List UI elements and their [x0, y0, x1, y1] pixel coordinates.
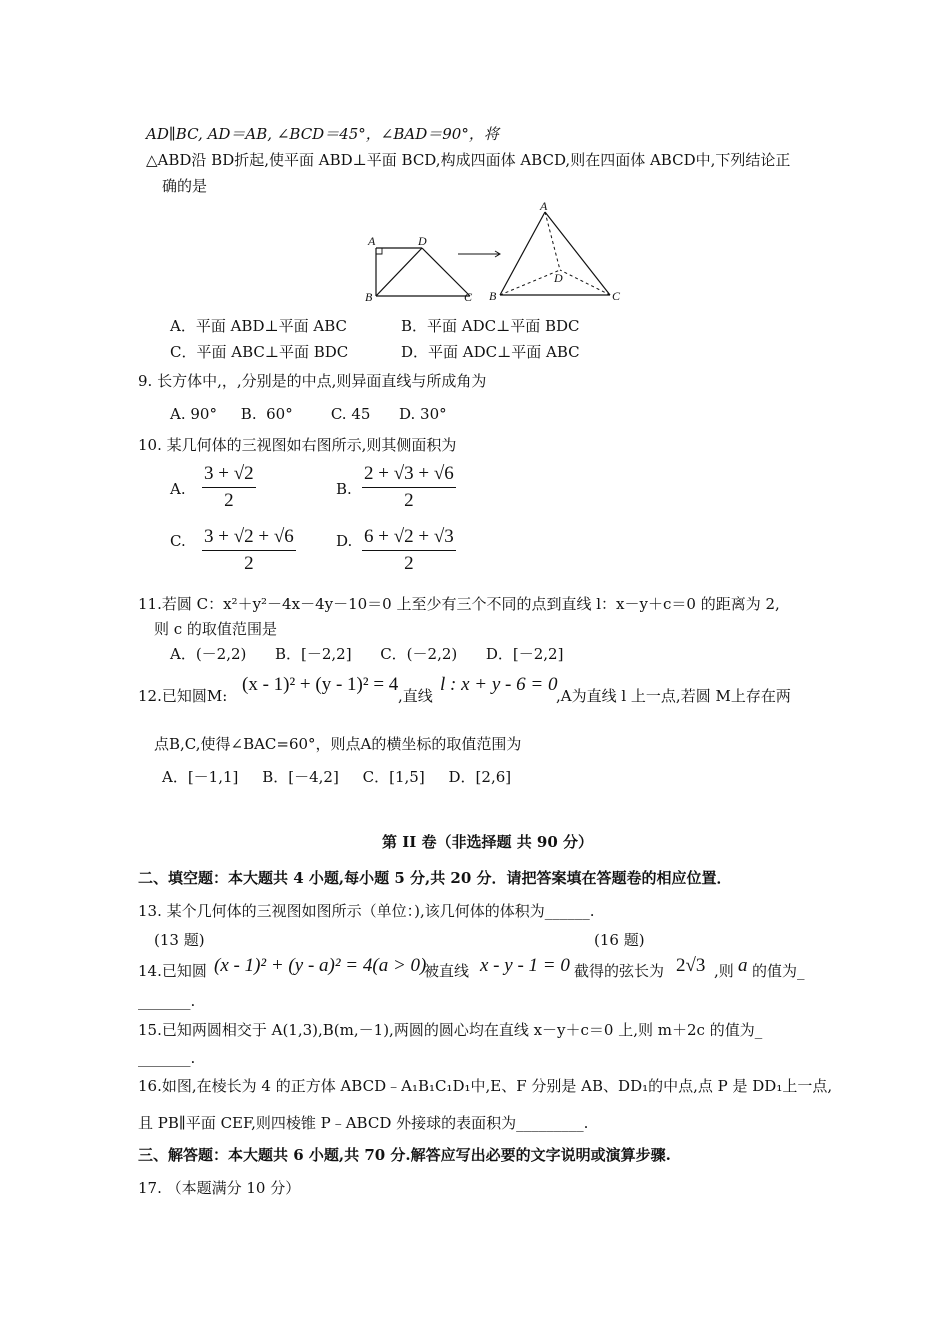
trapezoid-figure — [365, 234, 473, 304]
q8-option-b: B．平面 ADC⊥平面 BDC — [401, 317, 580, 335]
q12-suffix: ,A为直线 l 上一点,若圆 M上存在两 — [556, 687, 791, 705]
q10-a-numerator: 3 + √2 — [202, 463, 256, 488]
q17-stem: 17. （本题满分 10 分） — [138, 1179, 301, 1197]
q10-c-numerator: 3 + √2 + √6 — [202, 526, 296, 551]
q10-b-numerator: 2 + √3 + √6 — [362, 463, 456, 488]
q8-line3: 确的是 — [162, 177, 208, 195]
q12-mid: ,直线 — [398, 687, 433, 705]
q16-line1: 16.如图,在棱长为 4 的正方体 ABCD﹣A₁B₁C₁D₁中,E、F 分别是 AB、DD₁的中点,点 P 是 DD₁上一点, — [138, 1077, 833, 1095]
q10-option-d-fraction — [362, 526, 456, 575]
q14-mid1: 被直线 — [424, 962, 470, 980]
q12-line-equation: l : x + y - 6 = 0 — [440, 674, 558, 695]
q10-option-c-label: C. — [170, 532, 186, 550]
q11-options: A．(－2,2) B．[－2,2] C．(－2,2) D．[－2,2] — [170, 645, 564, 663]
q11-line2: 则 c 的取值范围是 — [154, 620, 277, 638]
q10-option-a-label: A. — [170, 480, 186, 498]
q15-answer-blank: _______. — [138, 1049, 196, 1067]
q9-stem: 9. 长方体中,，,分别是的中点,则异面直线与所成角为 — [138, 372, 487, 390]
q12-options: A．[－1,1] B．[－4,2] C．[1,5] D．[2,6] — [162, 768, 512, 786]
q8-option-d: D．平面 ADC⊥平面 ABC — [401, 343, 580, 361]
label-d2: D — [554, 271, 563, 285]
q14-variable: a — [738, 955, 748, 976]
label-d: D — [418, 234, 427, 248]
label-b: B — [365, 290, 373, 304]
label-a2: A — [540, 200, 548, 213]
q10-option-c-fraction — [202, 526, 296, 575]
q14-mid2: 截得的弦长为 — [574, 962, 665, 980]
q12-prefix: 12.已知圆M: — [138, 687, 228, 705]
q10-b-denominator: 2 — [404, 490, 414, 511]
label-a: A — [368, 234, 376, 248]
q15-line1: 15.已知两圆相交于 A(1,3),B(m,－1),两圆的圆心均在直线 x－y＋c＝0 上,则 m＋2c 的值为_ — [138, 1021, 763, 1039]
q14-suffix: 的值为_ — [752, 962, 805, 980]
q8-line2: △ABD沿 BD折起,使平面 ABD⊥平面 BCD,构成四面体 ABCD,则在四面体 ABCD中,下列结论正 — [146, 151, 791, 169]
q13-figure-caption: (13 题) — [154, 931, 205, 949]
q14-answer-blank: _______. — [138, 992, 196, 1010]
part2-title: 第 II 卷（非选择题 共 90 分） — [382, 833, 594, 851]
tetrahedron-figure — [489, 200, 621, 303]
q11-line1: 11.若圆 C：x²＋y²－4x－4y－10＝0 上至少有三个不同的点到直线 l：x－y＋c＝0 的距离为 2, — [138, 595, 780, 613]
q10-a-denominator: 2 — [224, 490, 234, 511]
q10-option-b-label: B. — [336, 480, 352, 498]
q12-circle-equation: (x - 1)² + (y - 1)² = 4 — [242, 674, 399, 695]
label-b2: B — [489, 289, 497, 303]
q14-chord-length: 2√3 — [676, 955, 706, 976]
q10-d-numerator: 6 + √2 + √3 — [362, 526, 456, 551]
q14-circle-equation: (x - 1)² + (y - a)² = 4(a > 0) — [214, 955, 427, 976]
q10-stem: 10. 某几何体的三视图如右图所示,则其侧面积为 — [138, 436, 457, 454]
section3-heading: 三、解答题：本大题共 6 小题,共 70 分.解答应写出必要的文字说明或演算步骤. — [138, 1146, 671, 1164]
q14-prefix: 14.已知圆 — [138, 962, 207, 980]
q8-figure — [360, 200, 630, 308]
q12-line2: 点B,C,使得∠BAC=60°，则点A的横坐标的取值范围为 — [154, 735, 522, 753]
label-c2: C — [612, 289, 621, 303]
q9-options: A. 90° B. 60° C. 45 D. 30° — [170, 405, 447, 423]
q8-line1: AD∥BC, AD＝AB, ∠BCD＝45°，∠BAD＝90°，将 — [146, 125, 499, 143]
section2-heading: 二、填空题：本大题共 4 小题,每小题 5 分,共 20 分．请把答案填在答题卷的相应位置． — [138, 869, 732, 887]
q8-option-a: A．平面 ABD⊥平面 ABC — [170, 317, 347, 335]
arrow-icon — [458, 251, 500, 257]
q10-d-denominator: 2 — [404, 553, 414, 574]
q14-line-equation: x - y - 1 = 0 — [480, 955, 570, 976]
q10-option-d-label: D. — [336, 532, 353, 550]
q13-stem: 13. 某个几何体的三视图如图所示（单位：),该几何体的体积为______. — [138, 902, 595, 920]
q10-c-denominator: 2 — [244, 553, 254, 574]
q8-option-c: C．平面 ABC⊥平面 BDC — [170, 343, 349, 361]
q14-mid3: ,则 — [714, 962, 734, 980]
q16-line2: 且 PB∥平面 CEF,则四棱锥 P﹣ABCD 外接球的表面积为_________. — [138, 1114, 589, 1132]
label-c: C — [464, 290, 473, 304]
q16-figure-caption: (16 题) — [594, 931, 645, 949]
q10-option-a-fraction — [202, 463, 256, 512]
q10-option-b-fraction — [362, 463, 456, 512]
